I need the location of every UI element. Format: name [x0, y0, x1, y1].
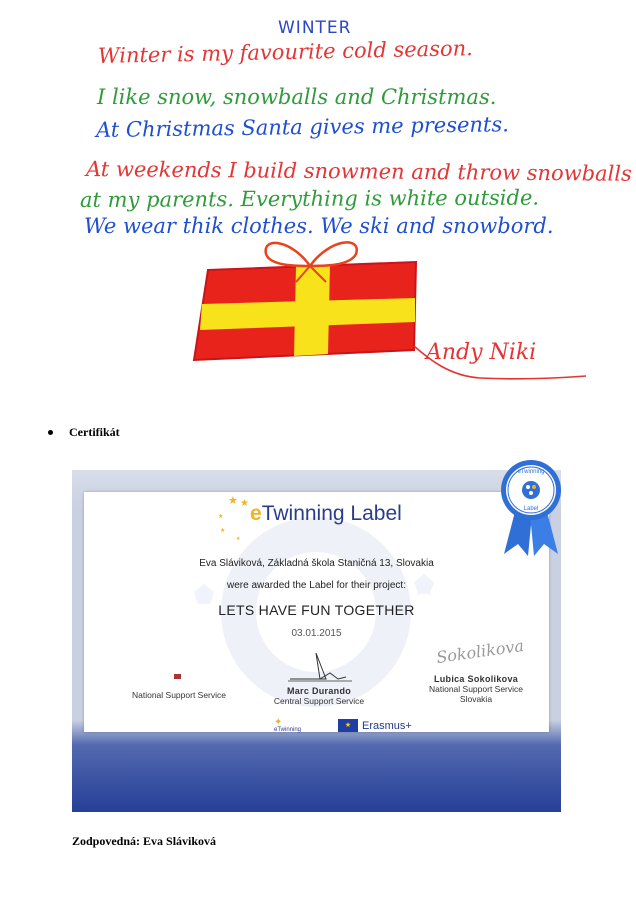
national-signatory: [406, 674, 546, 704]
certificate-recipient: Eva Sláviková, Základná škola Staničná 13, Slovakia: [199, 558, 434, 569]
responsible-person: Zodpovedná: Eva Sláviková: [72, 834, 217, 848]
poem-line-2: I like snow, snowballs and Christmas.: [97, 85, 497, 109]
left-signatory: [114, 690, 244, 700]
winter-drawing: [79, 8, 632, 392]
central-signatory: [254, 686, 384, 706]
mid-org: Central Support Service: [273, 696, 365, 706]
logo-prefix: e: [250, 502, 262, 525]
etwinning-footer-text: eTwinning: [274, 727, 302, 733]
poem-title: WINTER: [278, 18, 352, 38]
certificate-bullet: [48, 425, 120, 440]
eu-flag-icon: ★: [338, 719, 358, 732]
ribbon-top-text: eTwinning: [517, 469, 545, 475]
bullet-dot: [48, 430, 53, 435]
gift-drawing: [192, 230, 418, 374]
mid-name: Marc Durando: [286, 686, 352, 696]
national-flag-icon: [174, 674, 181, 679]
logo-text: Twinning Label: [261, 502, 402, 525]
certificate-card: [84, 492, 549, 732]
poem-line-5: at my parents. Everything is white outside.: [79, 185, 540, 212]
ribbon-bottom-text: Label: [523, 506, 539, 512]
svg-text:★: ★: [218, 513, 224, 520]
poem-signature: Andy Niki: [426, 340, 537, 365]
svg-text:★: ★: [240, 498, 249, 509]
etwinning-star-icon: ✦: [274, 717, 283, 728]
etwinning-footer-logo: [274, 718, 301, 733]
certificate-date: 03.01.2015: [291, 628, 342, 639]
etwinning-label-title: [250, 502, 402, 526]
svg-text:★: ★: [228, 494, 238, 507]
national-signature: Sokolikova: [435, 635, 525, 668]
certificate-project: LETS HAVE FUN TOGETHER: [218, 602, 415, 618]
svg-text:★: ★: [236, 536, 241, 542]
right-country: Slovakia: [459, 694, 493, 704]
poem-line-6: We wear thik clothes. We ski and snowbord.: [84, 214, 554, 238]
erasmus-text: Erasmus+: [362, 719, 412, 732]
certificate-awarded-text: were awarded the Label for their project:: [227, 580, 406, 591]
right-name: Lubica Sokolikova: [433, 674, 519, 684]
label-rosette-icon: [498, 458, 564, 558]
erasmus-logo: [338, 719, 412, 732]
poem-line-4: At weekends I build snowmen and throw snowballs: [85, 157, 632, 186]
poem-line-1: Winter is my favourite cold season.: [97, 36, 474, 68]
svg-text:★: ★: [220, 527, 226, 534]
poem-line-3: At Christmas Santa gives me presents.: [95, 112, 510, 142]
etwinning-certificate: [72, 470, 561, 812]
certificate-bullet-label: Certifikát: [69, 425, 120, 439]
certificate-stars: [214, 492, 254, 542]
central-signature: [286, 649, 356, 687]
left-org: National Support Service: [131, 690, 227, 700]
right-org: National Support Service: [428, 684, 524, 694]
